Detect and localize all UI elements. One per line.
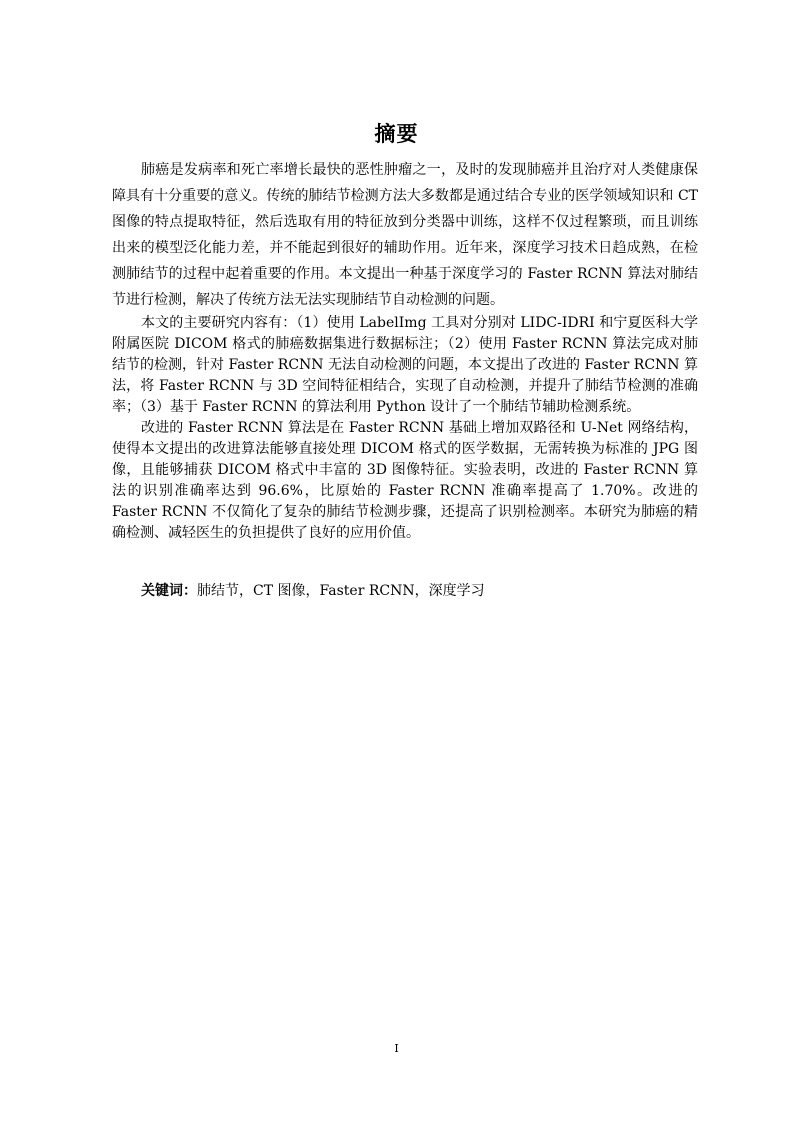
abstract-paragraph-2: 本文的主要研究内容有：（1）使用 LabelImg 工具对分别对 LIDC-IDRI 和宁夏医科大学附属医院 DICOM 格式的肺癌数据集进行数据标注；（2）使用 Faster RCNN 算法完成对肺结节的检测，针对 Faster RCNN 无法自动检测的问题，本文提出了改进的 Faster RCNN 算法，将 Faster RCNN 与 3D 空间特征相结合，实现了自动检测，并提升了肺结节检测的准确率；（3）基于 Faster RCNN 的算法利用 Python 设计了一个肺结节辅助检测系统。 (112, 315, 699, 415)
abstract-title: 摘要 (374, 122, 419, 146)
keywords-line (141, 580, 701, 602)
keywords-text: 肺结节，CT 图像，Faster RCNN，深度学习 (197, 583, 485, 599)
abstract-paragraph-3: 改进的 Faster RCNN 算法是在 Faster RCNN 基础上增加双路径和 U-Net 网络结构，使得本文提出的改进算法能够直接处理 DICOM 格式的医学数据，无需转换为标准的 JPG 图像，且能够捕获 DICOM 格式中丰富的 3D 图像特征。实验表明，改进的 Faster RCNN 算法的识别准确率达到 96.6%，比原始的 Faster RCNN 准确率提高了 1.70%。改进的 Faster RCNN 不仅简化了复杂的肺结节检测步骤，还提高了识别检测率。本研究为肺癌的精确检测、减轻医生的负担提供了良好的应用价值。 (112, 420, 698, 541)
abstract-paragraph-1: 肺癌是发病率和死亡率增长最快的恶性肿瘤之一，及时的发现肺癌并且治疗对人类健康保障具有十分重要的意义。传统的肺结节检测方法大多数都是通过结合专业的医学领域知识和 CT 图像的特点提取特征，然后选取有用的特征放到分类器中训练，这样不仅过程繁琐，而且训练出来的模型泛化能力差，并不能起到很好的辅助作用。近年来，深度学习技术日趋成熟，在检测肺结节的过程中起着重要的作用。本文提出一种基于深度学习的 Faster RCNN 算法对肺结节进行检测，解决了传统方法无法实现肺结节自动检测的问题。 (112, 162, 698, 308)
page-number: I (394, 1042, 399, 1055)
keywords-label: 关键词： (141, 583, 197, 599)
abstract-body (112, 157, 698, 544)
